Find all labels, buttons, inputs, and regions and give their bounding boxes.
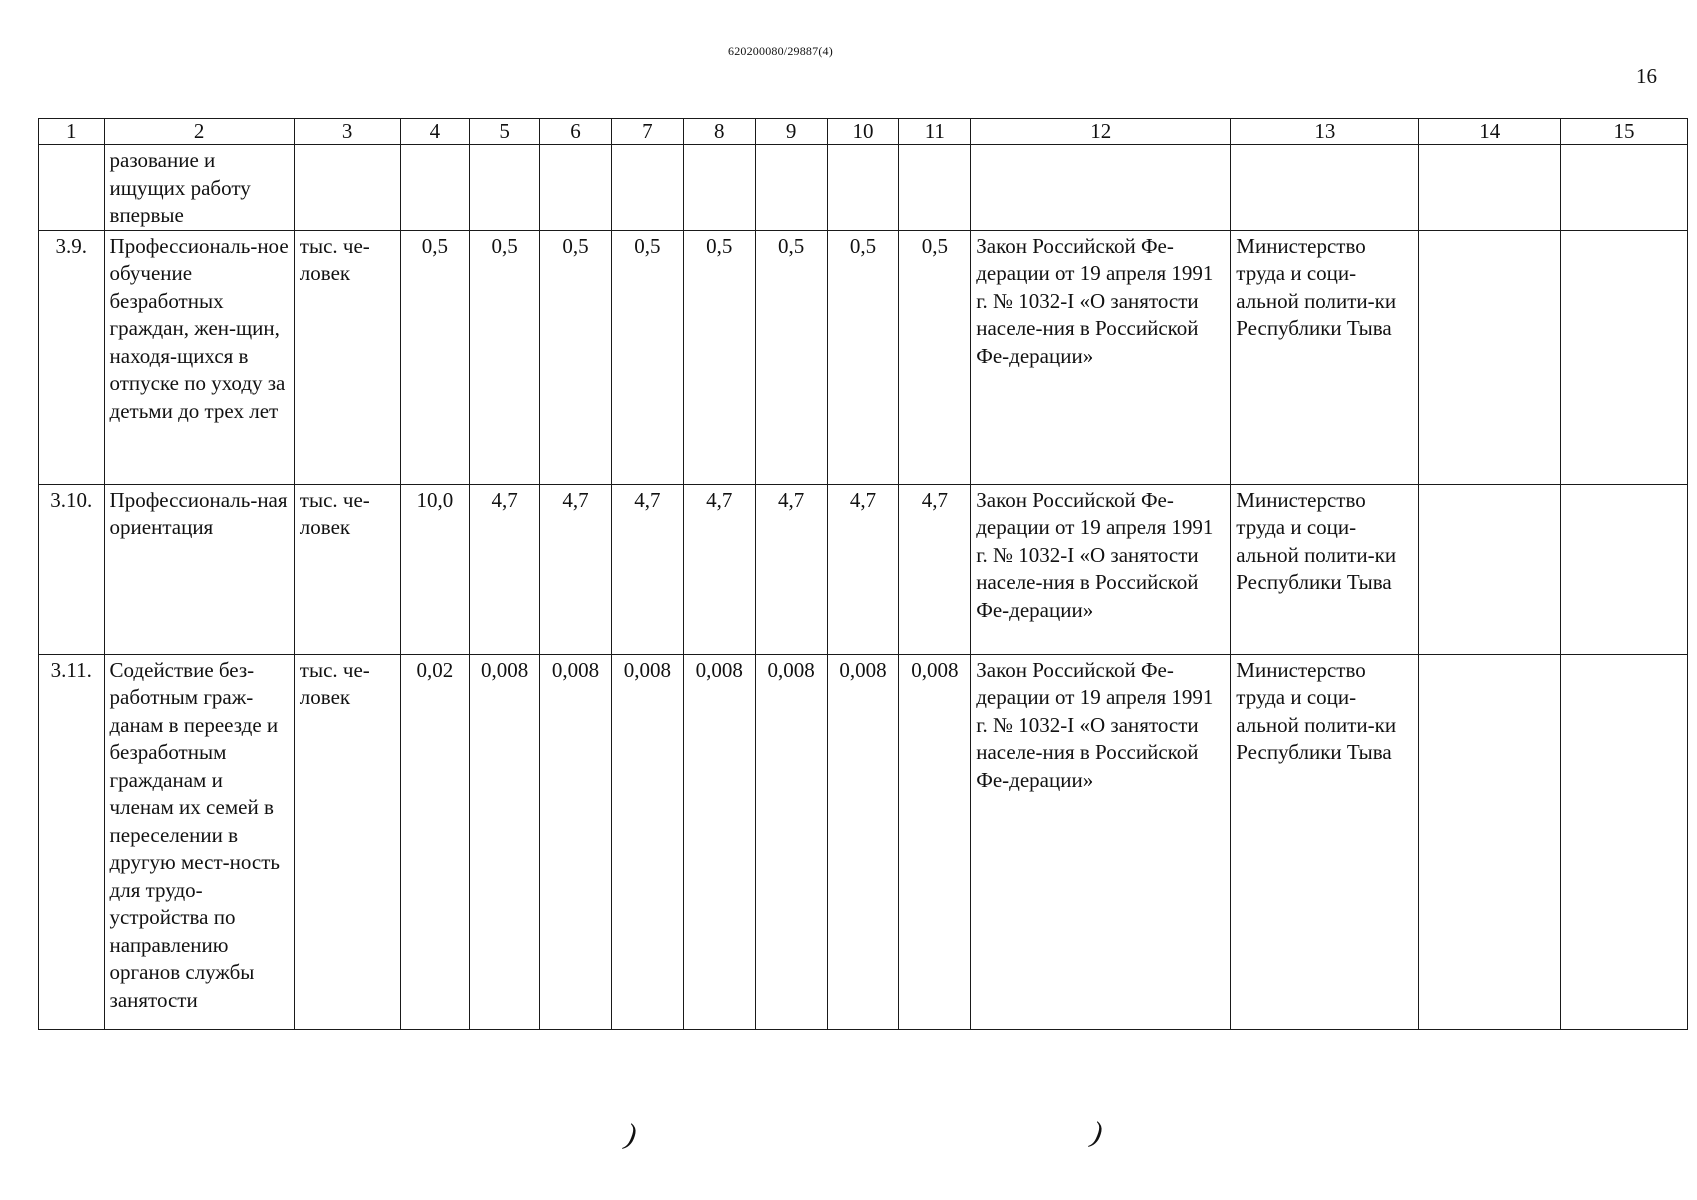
responsible-org-cell: Министерство труда и соци-альной полити-ки Республики Тыва	[1231, 484, 1419, 654]
column-number-row	[39, 119, 1688, 145]
value-cell: 4,7	[683, 484, 755, 654]
value-cell: 0,02	[400, 654, 470, 1029]
table-row	[39, 145, 1688, 231]
value-cell: 0,008	[540, 654, 612, 1029]
legal-basis-cell	[971, 145, 1231, 231]
column-header: 6	[540, 119, 612, 145]
value-cell: 4,7	[611, 484, 683, 654]
empty-cell	[1419, 145, 1561, 231]
empty-cell	[1561, 484, 1688, 654]
value-cell: 0,5	[470, 230, 540, 484]
activity-name: Содействие без-работным граж-данам в переезде и безработным гражданам и членам их семей в переселении в другую мест-ность для трудо-устройства по направлению органов службы занятости	[104, 654, 294, 1029]
column-header: 2	[104, 119, 294, 145]
table-row	[39, 230, 1688, 484]
empty-cell	[1561, 654, 1688, 1029]
row-number: 3.10.	[39, 484, 105, 654]
legal-basis-cell: Закон Российской Фе-дерации от 19 апреля 1991 г. № 1032-I «О занятости населе-ния в Российской Фе-дерации»	[971, 230, 1231, 484]
value-cell: 4,7	[899, 484, 971, 654]
unit-cell: тыс. че-ловек	[294, 484, 400, 654]
column-header: 7	[611, 119, 683, 145]
value-cell: 0,008	[470, 654, 540, 1029]
value-cell: 0,008	[899, 654, 971, 1029]
empty-cell	[1561, 230, 1688, 484]
value-cell: 0,5	[683, 230, 755, 484]
column-header: 8	[683, 119, 755, 145]
value-cell: 0,5	[827, 230, 899, 484]
page-number: 16	[1636, 64, 1657, 88]
value-cell: 4,7	[827, 484, 899, 654]
legal-basis-cell: Закон Российской Фе-дерации от 19 апреля 1991 г. № 1032-I «О занятости населе-ния в Российской Фе-дерации»	[971, 654, 1231, 1029]
value-cell	[827, 145, 899, 231]
responsible-org-cell: Министерство труда и соци-альной полити-ки Республики Тыва	[1231, 654, 1419, 1029]
program-table	[38, 118, 1688, 1030]
value-cell: 4,7	[470, 484, 540, 654]
unit-cell: тыс. че-ловек	[294, 654, 400, 1029]
empty-cell	[1419, 654, 1561, 1029]
column-header: 1	[39, 119, 105, 145]
value-cell: 0,5	[755, 230, 827, 484]
value-cell	[400, 145, 470, 231]
binding-mark: )	[623, 1117, 639, 1152]
column-header: 13	[1231, 119, 1419, 145]
row-number: 3.9.	[39, 230, 105, 484]
value-cell	[611, 145, 683, 231]
column-header: 5	[470, 119, 540, 145]
activity-name: Профессиональ-ное обучение безработных граждан, жен-щин, находя-щихся в отпуске по уходу за детьми до трех лет	[104, 230, 294, 484]
column-header: 4	[400, 119, 470, 145]
value-cell: 0,5	[899, 230, 971, 484]
value-cell: 0,008	[827, 654, 899, 1029]
value-cell: 4,7	[755, 484, 827, 654]
empty-cell	[1419, 484, 1561, 654]
table-row	[39, 654, 1688, 1029]
value-cell: 0,5	[611, 230, 683, 484]
activity-name: Профессиональ-ная ориентация	[104, 484, 294, 654]
value-cell: 10,0	[400, 484, 470, 654]
column-header: 9	[755, 119, 827, 145]
value-cell	[683, 145, 755, 231]
value-cell: 0,008	[611, 654, 683, 1029]
empty-cell	[1419, 230, 1561, 484]
value-cell: 4,7	[540, 484, 612, 654]
value-cell: 0,008	[683, 654, 755, 1029]
table-row	[39, 484, 1688, 654]
unit-cell	[294, 145, 400, 231]
row-number: 3.11.	[39, 654, 105, 1029]
value-cell	[540, 145, 612, 231]
value-cell	[470, 145, 540, 231]
column-header: 12	[971, 119, 1231, 145]
value-cell	[755, 145, 827, 231]
column-header: 15	[1561, 119, 1688, 145]
document-id: 620200080/29887(4)	[728, 44, 833, 58]
value-cell: 0,5	[540, 230, 612, 484]
activity-name: разование и ищущих работу впервые	[104, 145, 294, 231]
value-cell: 0,5	[400, 230, 470, 484]
unit-cell: тыс. че-ловек	[294, 230, 400, 484]
responsible-org-cell: Министерство труда и соци-альной полити-ки Республики Тыва	[1231, 230, 1419, 484]
row-number	[39, 145, 105, 231]
binding-mark: )	[1089, 1115, 1105, 1150]
value-cell: 0,008	[755, 654, 827, 1029]
legal-basis-cell: Закон Российской Фе-дерации от 19 апреля 1991 г. № 1032-I «О занятости населе-ния в Российской Фе-дерации»	[971, 484, 1231, 654]
column-header: 10	[827, 119, 899, 145]
column-header: 3	[294, 119, 400, 145]
value-cell	[899, 145, 971, 231]
column-header: 11	[899, 119, 971, 145]
responsible-org-cell	[1231, 145, 1419, 231]
empty-cell	[1561, 145, 1688, 231]
column-header: 14	[1419, 119, 1561, 145]
